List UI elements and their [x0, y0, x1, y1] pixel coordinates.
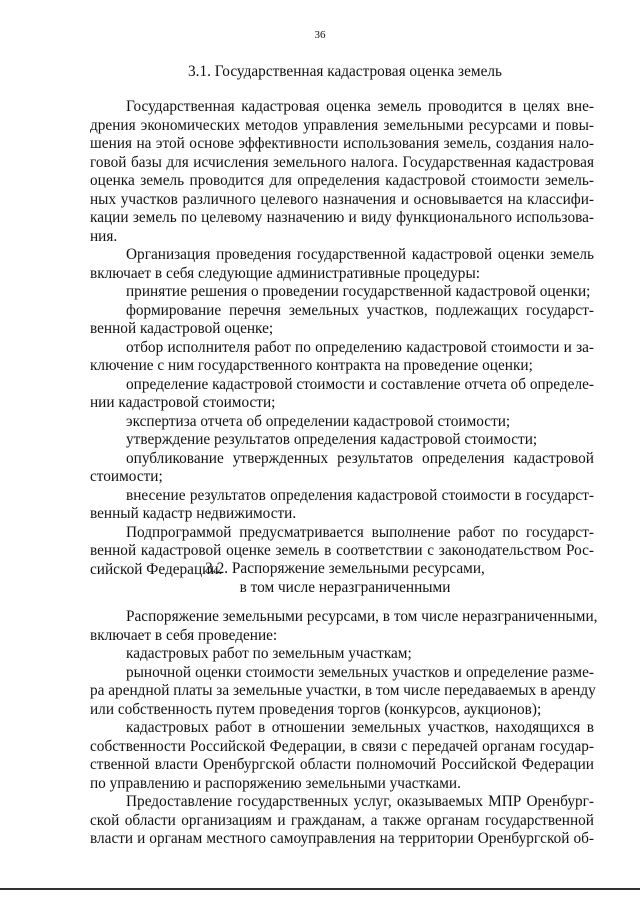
text-line: ключение с ним государственного контракта на проведение оценки;	[90, 357, 533, 374]
text-line: дрения экономических методов управления земельными ресурсами и повы-	[90, 116, 594, 134]
text-line: или собственность путем проведения торгов (конкурсов, аукционов);	[90, 700, 542, 718]
list-item: утверждение результатов определения кадастровой стоимости;	[126, 431, 538, 448]
text-line: венный кадастр недвижимости.	[90, 505, 297, 522]
list-item: опубликование утвержденных результатов определения кадастровой	[126, 449, 594, 467]
list-item: рыночной оценки стоимости земельных участков и определение разме-	[126, 663, 594, 681]
text-line: сийской Федерации.	[90, 560, 223, 578]
scan-edge-line	[0, 888, 640, 890]
page-number: 36	[314, 29, 326, 41]
text-line: ра арендной платы за земельные участки, в том числе передаваемых в аренду	[90, 682, 596, 699]
section-2-title-line-1: 3.2. Распоряжение земельными ресурсами,	[205, 560, 485, 577]
text-line: говой базы для исчисления земельного налога. Государственная кадастровая	[90, 153, 594, 171]
text-line: Подпрограммой предусматривается выполнение работ по государст-	[126, 523, 594, 541]
text-line: кации земель по целевому назначению и виду функционального использова-	[90, 209, 594, 226]
section-2-title	[90, 560, 600, 597]
section-1-title: 3.1. Государственная кадастровая оценка земель	[188, 63, 502, 80]
text-line: шения на этой основе эффективности использования земель, создания нало-	[90, 135, 594, 152]
list-item: принятие решения о проведении государственной кадастровой оценки;	[126, 283, 591, 300]
text-line: включает в себя проведение:	[90, 626, 278, 644]
text-line: Предоставление государственных услуг, оказываемых МПР Оренбург-	[126, 793, 594, 810]
text-line: нии кадастровой стоимости;	[90, 394, 276, 411]
text-line: Государственная кадастровая оценка земель проводится в целях вне-	[126, 98, 594, 115]
text-line: ных участков различного целевого назначения и основывается на классифи-	[90, 190, 594, 208]
list-item: экспертиза отчета об определении кадастровой стоимости;	[126, 412, 511, 430]
text-line: Организация проведения государственной кадастровой оценки земель	[126, 246, 594, 263]
text-line: венной кадастровой оценке земель в соответствии с законодательством Рос-	[90, 542, 594, 559]
text-line: по управлению и распоряжению земельными участками.	[90, 774, 461, 792]
list-item: кадастровых работ по земельным участкам;	[126, 645, 412, 662]
list-item: кадастровых работ в отношении земельных участков, находящихся в	[126, 719, 594, 736]
text-line: ственной власти Оренбургской области полномочий Российской Федерации	[90, 756, 594, 773]
text-line: включает в себя следующие административные процедуры:	[90, 264, 480, 282]
list-item: формирование перечня земельных участков, подлежащих государст-	[126, 301, 594, 319]
text-line: оценка земель проводится для определения кадастровой стоимости земель-	[90, 172, 594, 189]
text-line: венной кадастровой оценке;	[90, 320, 274, 337]
list-item: внесение результатов определения кадастровой стоимости в государст-	[126, 486, 594, 504]
text-line: власти и органам местного самоуправления на территории Оренбургской об-	[90, 830, 594, 847]
section-2-title-line-2: в том числе неразграниченными	[239, 578, 451, 596]
text-line: стоимости;	[90, 468, 163, 485]
text-line: собственности Российской Федерации, в связи с передачей органам государ-	[90, 737, 594, 755]
section-2-body	[90, 608, 598, 849]
text-line: ния.	[90, 227, 118, 245]
section-1-body	[90, 98, 594, 579]
text-line: Распоряжение земельными ресурсами, в том числе неразграниченными,	[126, 608, 598, 625]
list-item: определение кадастровой стоимости и составление отчета об определе-	[126, 375, 594, 393]
text-line: ской области организациям и гражданам, а также органам государственной	[90, 811, 594, 829]
list-item: отбор исполнителя работ по определению кадастровой стоимости и за-	[126, 338, 594, 356]
